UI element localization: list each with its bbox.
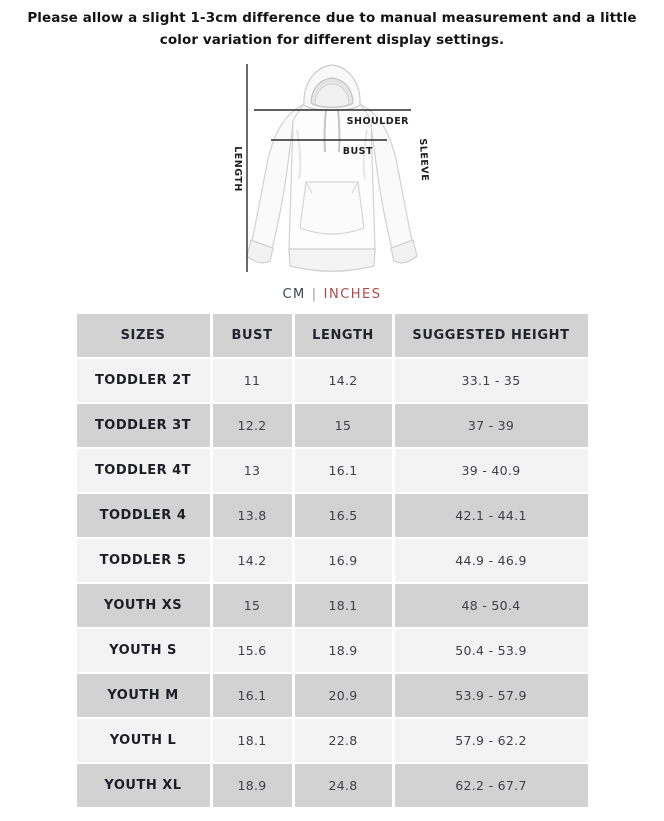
table-row: [77, 494, 588, 537]
table-row: [77, 449, 588, 492]
header-suggested-height: SUGGESTED HEIGHT: [395, 314, 588, 357]
bust-cell: 18.9: [213, 764, 292, 807]
table-row: [77, 719, 588, 762]
header-sizes: SIZES: [77, 314, 210, 357]
length-cell: 18.9: [295, 629, 392, 672]
bust-cell: 15.6: [213, 629, 292, 672]
table-row: [77, 584, 588, 627]
bust-cell: 18.1: [213, 719, 292, 762]
table-row: [77, 359, 588, 402]
sleeve-label: SLEEVE: [416, 138, 431, 182]
hoodie-diagram-icon: [227, 59, 437, 281]
unit-separator: |: [311, 287, 318, 303]
size-cell: YOUTH XS: [77, 584, 210, 627]
height-cell: 44.9 - 46.9: [395, 539, 588, 582]
table-header-row: [77, 314, 588, 357]
measurement-disclaimer: Please allow a slight 1-3cm difference due to manual measurement and a little color variation for different display settings.: [27, 10, 637, 48]
height-cell: 62.2 - 67.7: [395, 764, 588, 807]
length-cell: 15: [295, 404, 392, 447]
height-cell: 48 - 50.4: [395, 584, 588, 627]
size-cell: YOUTH L: [77, 719, 210, 762]
height-cell: 57.9 - 62.2: [395, 719, 588, 762]
length-cell: 14.2: [295, 359, 392, 402]
size-cell: YOUTH M: [77, 674, 210, 717]
bust-cell: 12.2: [213, 404, 292, 447]
table-row: [77, 764, 588, 807]
length-cell: 24.8: [295, 764, 392, 807]
size-cell: TODDLER 4T: [77, 449, 210, 492]
length-cell: 16.1: [295, 449, 392, 492]
length-cell: 20.9: [295, 674, 392, 717]
bust-label: BUST: [342, 146, 373, 158]
bust-cell: 14.2: [213, 539, 292, 582]
unit-toggle: [0, 287, 664, 302]
hoodie-measurement-diagram: [227, 59, 437, 285]
unit-option-inches[interactable]: INCHES: [323, 287, 382, 303]
height-cell: 33.1 - 35: [395, 359, 588, 402]
header-bust: BUST: [213, 314, 292, 357]
size-cell: YOUTH S: [77, 629, 210, 672]
table-row: [77, 674, 588, 717]
size-cell: TODDLER 2T: [77, 359, 210, 402]
bust-cell: 16.1: [213, 674, 292, 717]
height-cell: 39 - 40.9: [395, 449, 588, 492]
height-cell: 42.1 - 44.1: [395, 494, 588, 537]
length-cell: 16.9: [295, 539, 392, 582]
table-row: [77, 404, 588, 447]
size-cell: TODDLER 5: [77, 539, 210, 582]
bust-cell: 15: [213, 584, 292, 627]
unit-option-cm[interactable]: CM: [282, 287, 306, 303]
length-cell: 22.8: [295, 719, 392, 762]
height-cell: 37 - 39: [395, 404, 588, 447]
bust-cell: 11: [213, 359, 292, 402]
length-cell: 18.1: [295, 584, 392, 627]
header-length: LENGTH: [295, 314, 392, 357]
bust-cell: 13.8: [213, 494, 292, 537]
bust-cell: 13: [213, 449, 292, 492]
size-cell: YOUTH XL: [77, 764, 210, 807]
table-row: [77, 629, 588, 672]
height-cell: 53.9 - 57.9: [395, 674, 588, 717]
length-cell: 16.5: [295, 494, 392, 537]
size-cell: TODDLER 4: [77, 494, 210, 537]
table-row: [77, 539, 588, 582]
length-label: LENGTH: [232, 146, 243, 192]
size-chart-table: [74, 312, 591, 809]
height-cell: 50.4 - 53.9: [395, 629, 588, 672]
shoulder-label: SHOULDER: [346, 116, 409, 128]
size-cell: TODDLER 3T: [77, 404, 210, 447]
